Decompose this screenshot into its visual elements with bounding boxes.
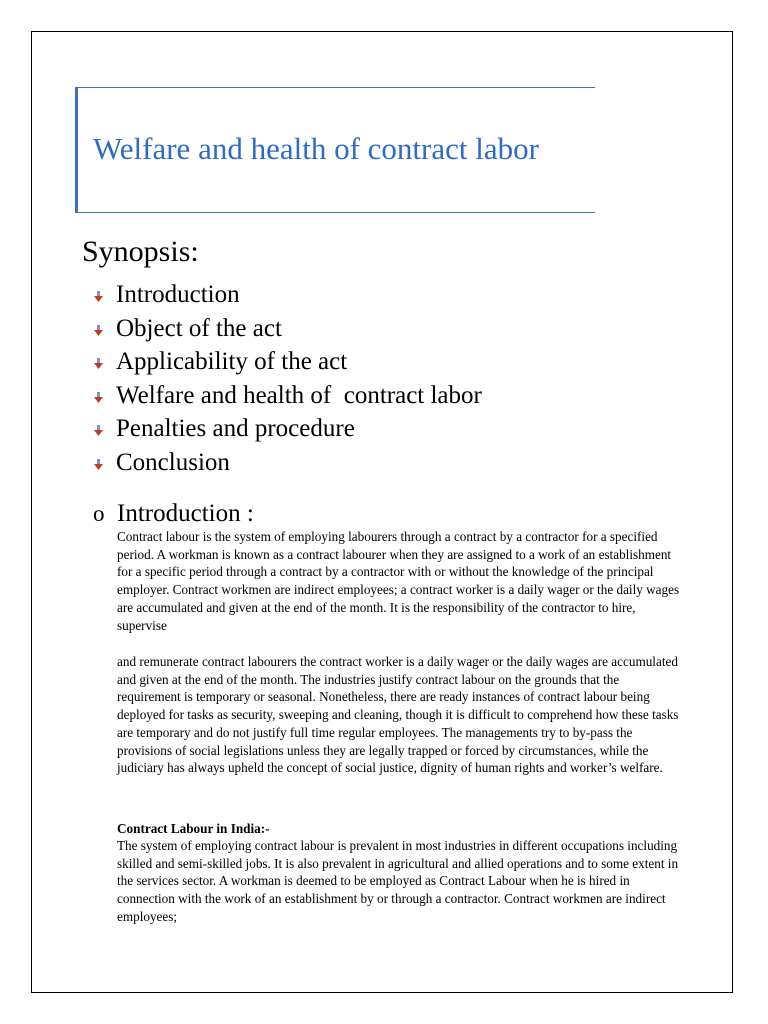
arrow-down-icon — [93, 325, 105, 337]
arrow-down-icon — [93, 291, 105, 303]
list-item-label: Welfare and health of contract labor — [116, 381, 482, 409]
contract-labour-india-heading: Contract Labour in India:- — [117, 821, 270, 836]
list-item-label: Introduction — [116, 281, 240, 308]
arrow-down-icon — [93, 459, 105, 471]
introduction-paragraph-1: Contract labour is the system of employing labourers through a contract by a contractor for a specified period. A workman is known as a contract labourer when they are assigned to a work of an establishment for a specific period through a contract by a contractor with or without the knowledge of the principal employer. Contract workmen are indirect employees; a contract worker is a daily wager or the daily wages are accumulated and given at the end of the month. It is the responsibility of the contractor to hire, supervise — [117, 529, 680, 633]
list-item-label: Applicability of the act — [116, 348, 348, 376]
list-item-label: Penalties and procedure — [116, 415, 355, 443]
synopsis-heading: Synopsis: — [82, 235, 199, 268]
contract-labour-india-paragraph: The system of employing contract labour is prevalent in most industries in different occupations including skilled and semi-skilled jobs. It is also prevalent in agricultural and allied operations and to some extent in the services sector. A workman is deemed to be employed as Contract Labour when he is hired in connection with the work of an establishment by or through a contractor. Contract workmen are indirect employees; — [117, 838, 679, 924]
introduction-heading — [93, 498, 254, 530]
introduction-paragraph-2: and remunerate contract labourers the contract worker is a daily wager or the daily wages are accumulated and given at the end of the month. The industries justify contract labour on the grounds that the requirement is temporary or seasonal. Nonetheless, there are ready instances of contract labour being deployed for tasks as security, sweeping and cleaning, though it is difficult to comprehend how these tasks are temporary and do not justify full time regular employees. The managements try to by-pass the provisions of social legislations unless they are legally trapped or forced by circumstances, while the judiciary has always upheld the concept of social justice, dignity of human rights and worker’s welfare. — [117, 654, 679, 776]
arrow-down-icon — [93, 392, 105, 404]
arrow-down-icon — [93, 425, 105, 437]
list-item-label: Conclusion — [116, 448, 230, 476]
arrow-down-icon — [93, 358, 105, 370]
introduction-heading-label: Introduction : — [117, 500, 254, 527]
circle-bullet-icon: o — [93, 501, 105, 526]
document-title: Welfare and health of contract labor — [93, 131, 539, 166]
list-item-label: Object of the act — [116, 314, 282, 342]
